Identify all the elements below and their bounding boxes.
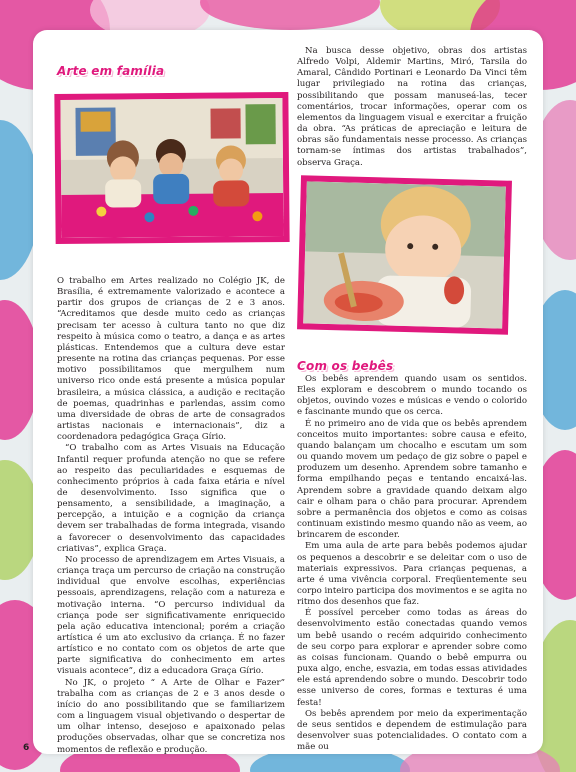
left-column-text — [57, 276, 285, 756]
children-painting-photo — [54, 92, 289, 244]
right-column-top-text — [297, 46, 527, 169]
section-heading-com-os-bebes: Com os bebês — [297, 359, 394, 373]
paragraph: Na busca desse objetivo, obras dos artistas Alfredo Volpi, Aldemir Martins, Miró, Tarsila do Amaral, Cândido Portinari e Leonardo Da Vinci têm lugar privilegiado na rotina das crianças, possibilitando que possam manuseá-las, tecer comentários, trocar informações, operar com os elementos da linguagem visual e exercitar a fruição da obra. “As práticas de apreciação e leitura de obras são fundamentais nesse processo. As crianças tornam-se íntimas dos artistas trabalhados”, observa Graça. — [297, 46, 527, 168]
paragraph: No JK, o projeto “ A Arte de Olhar e Fazer” trabalha com as crianças de 2 e 3 anos desde o início do ano possibilitando que se familiarizem com a linguagem visual objetivando o despertar de um olhar intenso, desejoso e apaixonado pelas produções observadas, olhar que se concretiza nos momentos de reflexão e produção. — [57, 677, 285, 755]
page-number: 6 — [23, 743, 30, 753]
baby-painting-icon — [303, 181, 506, 328]
paragraph: Em uma aula de arte para bebês podemos ajudar os pequenos a descobrir e se deleitar com o uso de materiais expressivos. Para crianças pequenas, a arte é uma vivência corporal. Freqüentemente seu corpo inteiro participa dos movimentos e se agita no ritmo dos desenhos que faz. — [297, 541, 527, 608]
children-painting-icon — [60, 98, 283, 238]
paragraph: No processo de aprendizagem em Artes Visuais, a criança traça um percurso de criação na construção individual que envolve escolhas, experiências pessoais, aprendizagens, relação com a natureza e motivação interna. “O percurso individual da criança pode ser significativamente enriquecido pela ação educativa intencional; porém a criação artística é um ato exclusivo da criança. É no fazer artístico e no contato com os objetos de arte que parte significativa do conhecimento em artes visuais acontece”, diz a educadora Graça Gírio. — [57, 554, 285, 677]
right-column-bottom-text — [297, 374, 527, 753]
paragraph: É no primeiro ano de vida que os bebês aprendem conceitos muito importantes: sobre causa e efeito, quando balançam um chocalho e escutam um som ou quando movem um pedaço de giz sobre o papel e produzem um desenho. Aprendem sobre tamanho e forma empilhando peças e tentando encaixá-las. Aprendem sobre a gravidade quando deixam algo cair e olham para o chão para procurar. Aprendem sobre a permanência dos objetos e como as coisas continuam existindo mesmo quando não as veem, ao brincarem de esconder. — [297, 418, 527, 541]
section-heading-arte-em-familia: Arte em família — [57, 64, 165, 78]
paragraph: O trabalho em Artes realizado no Colégio JK, de Brasília, é extremamente valorizado e acontece a partir dos grupos de crianças de 2 e 3 anos. “Acreditamos que desde muito cedo as crianças precisam ter acesso à cultura tanto no que diz respeito à música como o teatro, a dança e as artes plásticas. Entendemos que a cultura deve estar presente na rotina das crianças pequenas. Por esse motivo possibilitamos que mergulhem num universo rico onde está presente a música popular brasileira, a música clássica, a audição e recitação de poemas, quadrinhas e parlendas, assim como uma diversidade de obras de arte de consagrados artistas nacionais e internacionais”, diz a coordenadora pedagógica Graça Gírio. — [57, 276, 285, 443]
paragraph: “O trabalho com as Artes Visuais na Educação Infantil requer profunda atenção no que se refere ao respeito das peculiaridades e esquemas de conhecimento próprios à cada faixa etária e nível de desenvolvimento. Isso significa que o pensamento, a sensibilidade, a imaginação, a percepção, a intuição e a cognição da criança devem ser trabalhadas de forma integrada, visando a favorecer o desenvolvimento das capacidades criativas”, explica Graça. — [57, 443, 285, 554]
baby-painting-photo — [297, 175, 512, 334]
paragraph: Os bebês aprendem por meio da experimentação de seus sentidos e dependem de estimulação para desenvolver suas potencialidades. O contato com a mãe ou — [297, 708, 527, 753]
paragraph: É possível perceber como todas as áreas do desenvolvimento estão conectadas quando vemos um bebê usando o recém adquirido conhecimento de seu corpo para explorar e aprender sobre como as coisas funcionam. Quando o bebê empurra ou puxa algo, enche, esvazia, em todas essas atividades ele está aprendendo sobre o mundo. Descobrir todo esse universo de cores, formas e texturas é uma festa! — [297, 608, 527, 708]
paragraph: Os bebês aprendem quando usam os sentidos. Eles exploram e descobrem o mundo tocando os objetos, ouvindo vozes e músicas e vendo o colorido e fascinante mundo que os cerca. — [297, 374, 527, 418]
